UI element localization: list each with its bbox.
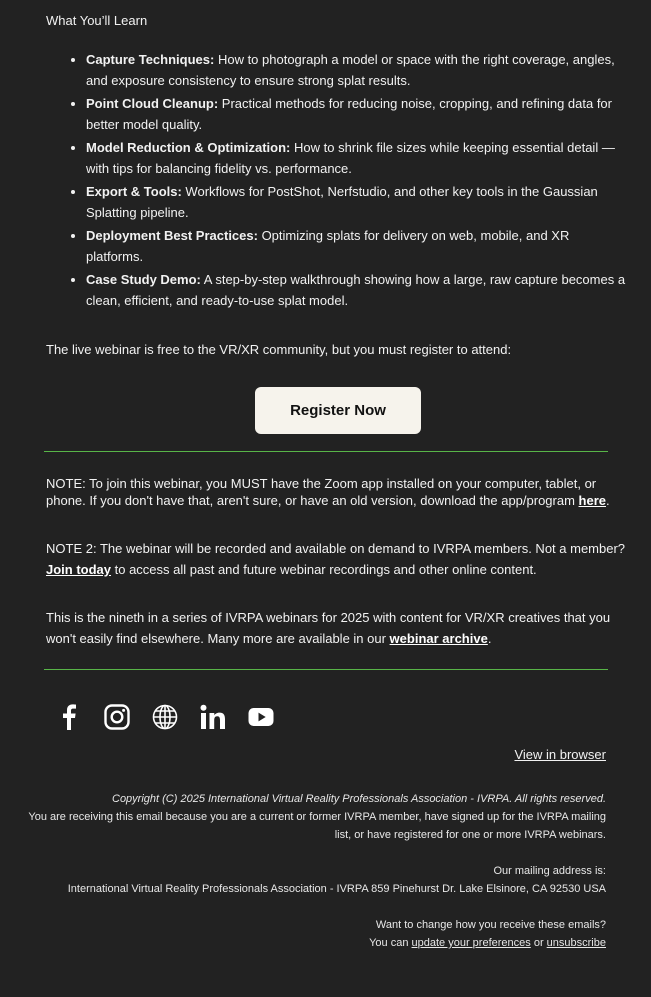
download-here-link[interactable]: here (578, 493, 606, 508)
note-end: . (606, 493, 610, 508)
list-item (86, 93, 626, 135)
learn-list (46, 49, 626, 313)
item-text: Practical methods for reducing noise, cropping, and refining data for better model quality. (86, 96, 612, 132)
receiving-reason-line1: You are receiving this email because you are a current or former IVRPA member, have signed up for the IVRPA mailing (28, 811, 606, 823)
preferences-line (6, 934, 606, 952)
mailing-address-label: Our mailing address is: (493, 865, 606, 877)
copyright-text: Copyright (C) 2025 International Virtual Reality Professionals Association - IVRPA. All rights reserved. (112, 793, 606, 805)
list-item (86, 49, 626, 91)
facebook-icon[interactable] (56, 704, 82, 730)
list-item (86, 225, 626, 267)
zoom-note (46, 475, 626, 509)
item-heading: Deployment Best Practices: (86, 228, 258, 243)
item-heading: Model Reduction & Optimization: (86, 140, 291, 155)
receiving-reason-line2: list, or have registered for one or more IVRPA webinars. (334, 829, 606, 841)
join-today-link[interactable]: Join today (46, 562, 112, 577)
instagram-icon[interactable] (104, 704, 130, 730)
zoom-note-text: NOTE: To join this webinar, you MUST have the Zoom app installed on your computer, tablet, or phone. If you don't have that, aren't sure, or have an old version, download the app/program (46, 476, 597, 508)
item-text: How to shrink file sizes while keeping essential detail — with tips for balancing fidelity vs. performance. (86, 140, 615, 176)
preferences-label: Want to change how you receive these emails? (375, 919, 606, 931)
item-heading: Point Cloud Cleanup: (86, 96, 219, 111)
item-text: Workflows for PostShot, Nerfstudio, and other key tools in the Gaussian Splatting pipeline. (86, 184, 598, 220)
or-text: or (530, 937, 547, 949)
series-text: This is the nineth in a series of IVRPA webinars for 2025 with content for VR/XR creatives that you won't easily find elsewhere. Many more are available in our (46, 610, 611, 646)
update-preferences-link[interactable]: update your preferences (411, 937, 531, 949)
item-text: Optimizing splats for delivery on web, mobile, and XR platforms. (86, 228, 570, 264)
item-heading: Export & Tools: (86, 184, 182, 199)
linkedin-icon[interactable] (200, 704, 226, 730)
recording-note-end: to access all past and future webinar recordings and other online content. (111, 562, 537, 577)
you-can-text: You can (369, 937, 412, 949)
item-heading: Case Study Demo: (86, 272, 201, 287)
item-text: A step-by-step walkthrough showing how a large, raw capture becomes a clean, efficient, and ready-to-use splat model. (86, 272, 626, 308)
list-item (86, 269, 626, 311)
webinar-archive-link[interactable]: webinar archive (389, 631, 488, 646)
series-end: . (487, 631, 492, 646)
section-title: What You’ll Learn (46, 13, 148, 28)
divider (44, 669, 608, 670)
intro-text: The live webinar is free to the VR/XR community, but you must register to attend: (46, 342, 512, 357)
unsubscribe-link[interactable]: unsubscribe (546, 937, 606, 949)
item-heading: Capture Techniques: (86, 52, 215, 67)
social-links (56, 704, 274, 730)
youtube-icon[interactable] (248, 704, 274, 730)
recording-note-text: NOTE 2: The webinar will be recorded and available on demand to IVRPA members. Not a member? (46, 541, 626, 556)
list-item (86, 181, 626, 223)
list-item (86, 137, 626, 179)
globe-icon[interactable] (152, 704, 178, 730)
view-in-browser-link[interactable]: View in browser (514, 747, 606, 762)
mailing-address: International Virtual Reality Professionals Association - IVRPA 859 Pinehurst Dr. Lake Elsinore, CA 92530 USA (67, 883, 606, 895)
register-now-button[interactable]: Register Now (255, 387, 421, 434)
item-text: How to photograph a model or space with the right coverage, angles, and exposure consistency to ensure strong splat results. (86, 52, 615, 88)
series-paragraph (46, 607, 626, 649)
recording-note (46, 538, 626, 580)
divider (44, 451, 608, 452)
